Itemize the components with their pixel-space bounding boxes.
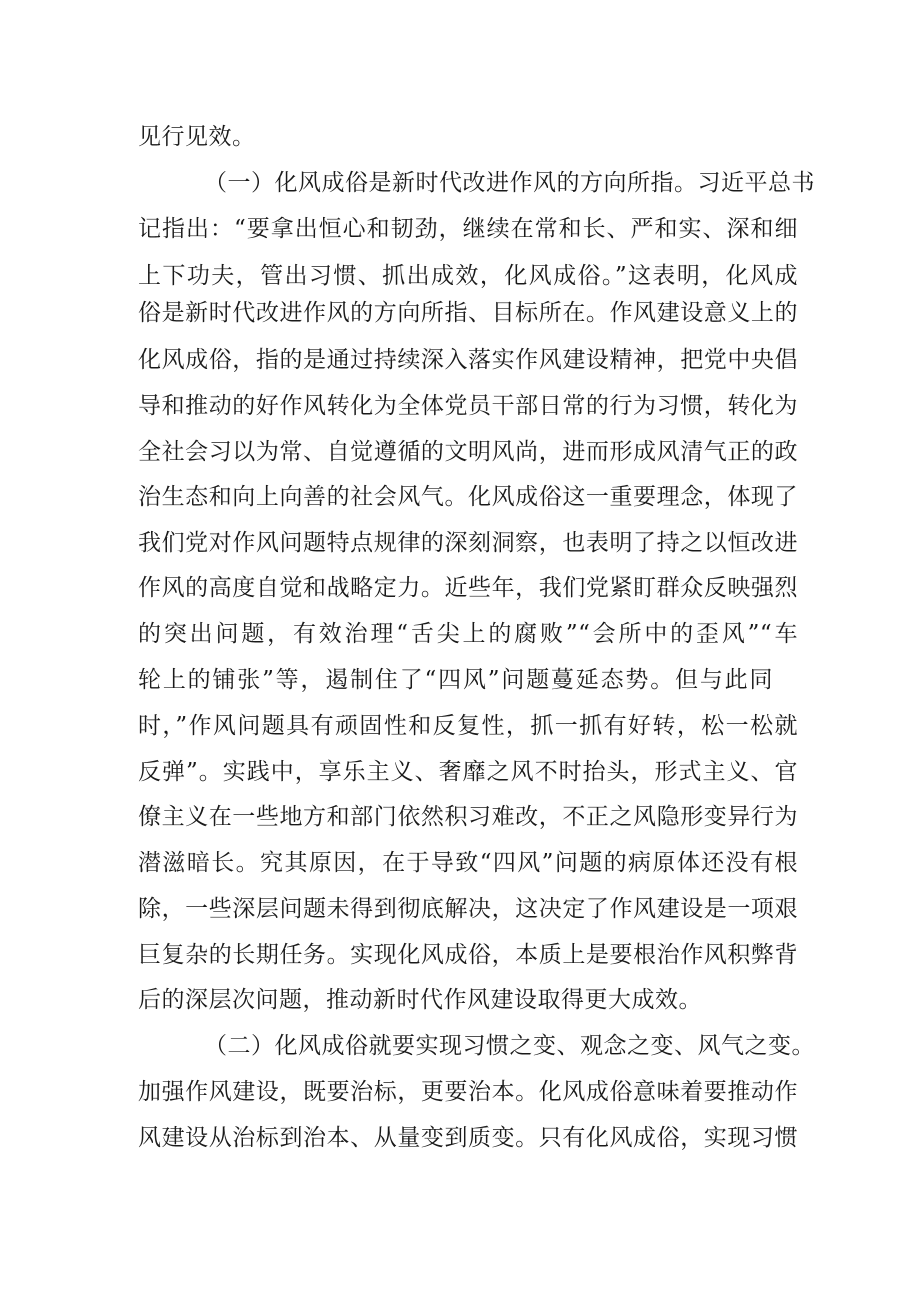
text-line: 的突出问题，有效治理“舌尖上的腐败”“会所中的歪风”“车 [138, 621, 798, 647]
text-line: 全社会习以为常、自觉遵循的文明风尚，进而形成风清气正的政 [138, 439, 798, 465]
text-line: 导和推动的好作风转化为全体党员干部日常的行为习惯，转化为 [138, 393, 798, 419]
text-line: 时，”作风问题具有顽固性和反复性，抓一抓有好转，松一松就 [138, 713, 798, 739]
section-heading-line: （二）化风成俗就要实现习惯之变、观念之变、风气之变。 [204, 1033, 815, 1059]
text-line: 治生态和向上向善的社会风气。化风成俗这一重要理念，体现了 [138, 484, 798, 510]
text-line: 加强作风建设，既要治标，更要治本。化风成俗意味着要推动作 [138, 1079, 798, 1105]
text-line: 作风的高度自觉和战略定力。近些年，我们党紧盯群众反映强烈 [138, 575, 798, 601]
section-heading-line: （一）化风成俗是新时代改进作风的方向所指。习近平总书 [204, 170, 815, 196]
text-line: 轮上的铺张”等，遏制住了“四风”问题蔓延态势。但与此同 [138, 667, 773, 693]
text-line: 化风成俗，指的是通过持续深入落实作风建设精神，把党中央倡 [138, 347, 798, 373]
text-line: 见行见效。 [138, 124, 256, 150]
text-line: 除，一些深层问题未得到彻底解决，这决定了作风建设是一项艰 [138, 896, 798, 922]
text-line: 后的深层次问题，推动新时代作风建设取得更大成效。 [138, 987, 702, 1013]
text-line: 记指出：“要拿出恒心和韧劲，继续在常和长、严和实、深和细 [138, 216, 798, 242]
text-line: 风建设从治标到治本、从量变到质变。只有化风成俗，实现习惯 [138, 1125, 798, 1151]
text-line: 上下功夫，管出习惯、抓出成效，化风成俗。”这表明，化风成 [138, 263, 798, 289]
text-line: 僚主义在一些地方和部门依然积习难改，不正之风隐形变异行为 [138, 804, 798, 830]
text-line: 反弹”。实践中，享乐主义、奢靡之风不时抬头，形式主义、官 [138, 759, 798, 785]
text-line: 巨复杂的长期任务。实现化风成俗，本质上是要根治作风积弊背 [138, 942, 798, 968]
text-line: 俗是新时代改进作风的方向所指、目标所在。作风建设意义上的 [138, 300, 798, 326]
text-line: 我们党对作风问题特点规律的深刻洞察，也表明了持之以恒改进 [138, 530, 798, 556]
text-line: 潜滋暗长。究其原因，在于导致“四风”问题的病原体还没有根 [138, 850, 798, 876]
